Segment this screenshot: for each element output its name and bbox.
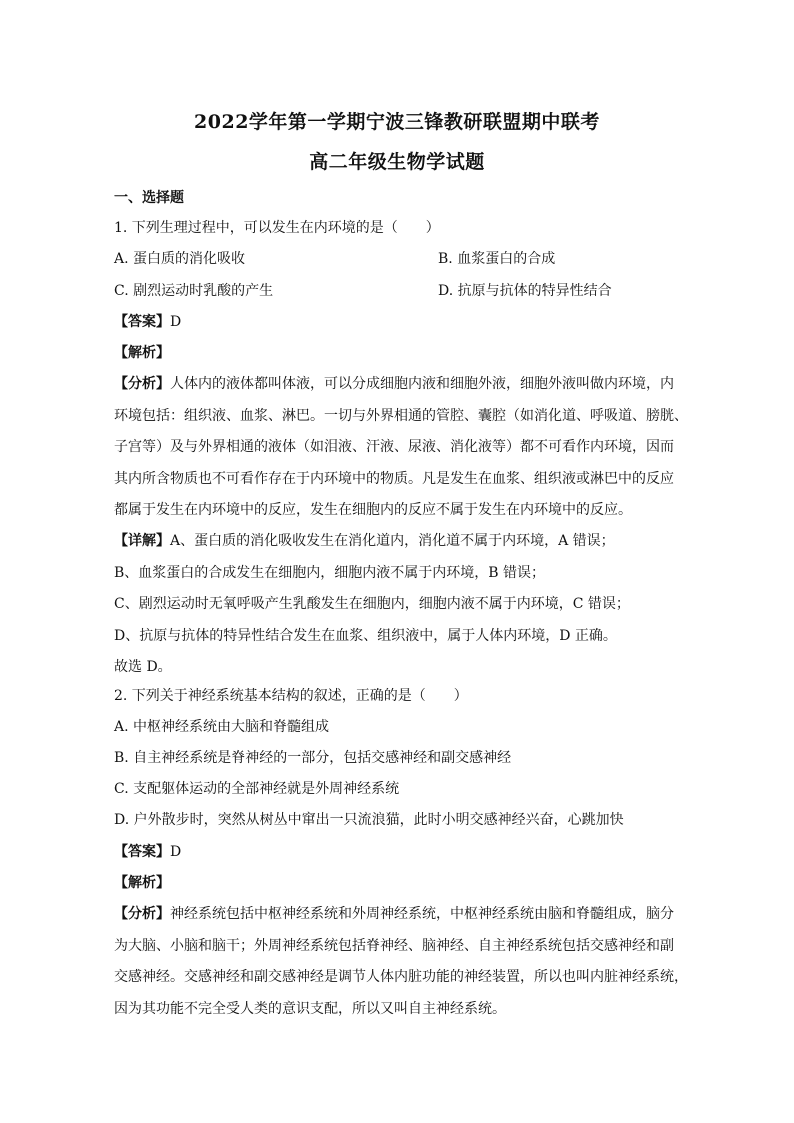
fenxi-line: 子宫等）及与外界相通的液体（如泪液、汗液、尿液、消化液等）都不可看作内环境，因而 [114, 439, 674, 455]
question-1-option-b: B. 血浆蛋白的合成 [438, 251, 556, 267]
question-2-analysis-label: 【解析】 [114, 875, 170, 891]
fenxi-line: 都属于发生在内环境中的反应，发生在细胞内的反应不属于发生在内环境中的反应。 [114, 502, 632, 518]
question-1-xiangjie [114, 531, 682, 689]
xiangjie-line: 故选 D。 [114, 659, 172, 675]
answer-label: 【答案】 [114, 314, 170, 330]
fenxi-line: 交感神经。交感神经和副交感神经是调节人体内脏功能的神经装置，所以也叫内脏神经系统， [114, 969, 688, 985]
question-2-option-a: A. 中枢神经系统由大脑和脊髓组成 [114, 719, 330, 735]
fenxi-line: 【分析】人体内的液体都叫体液，可以分成细胞内液和细胞外液，细胞外液叫做内环境，内 [114, 376, 674, 392]
fenxi-line: 环境包括：组织液、血浆、淋巴。一切与外界相通的管腔、囊腔（如消化道、呼吸道、膀胱、 [114, 407, 688, 424]
answer-value: D [170, 844, 182, 860]
exam-title: 2022学年第一学期宁波三锋教研联盟期中联考 [194, 111, 600, 133]
question-1-option-d: D. 抗原与抗体的特异性结合 [438, 283, 612, 299]
fenxi-label: 【分析】 [114, 376, 170, 392]
fenxi-line: 因为其功能不完全受人类的意识支配，所以又叫自主神经系统。 [114, 1000, 506, 1017]
xiangjie-line: 【详解】A、蛋白质的消化吸收发生在消化道内，消化道不属于内环境，A 错误； [114, 533, 615, 549]
answer-label: 【答案】 [114, 844, 170, 860]
xiangjie-line: D、抗原与抗体的特异性结合发生在血浆、组织液中，属于人体内环境，D 正确。 [114, 627, 617, 644]
xiangjie-line: C、剧烈运动时无氧呼吸产生乳酸发生在细胞内，细胞内液不属于内环境，C 错误； [114, 596, 630, 612]
question-1-fenxi [114, 374, 688, 532]
xiangjie-label: 【详解】 [114, 533, 170, 549]
exam-subtitle: 高二年级生物学试题 [309, 151, 485, 173]
fenxi-line: 为大脑、小脑和脑干；外周神经系统包括脊神经、脑神经、自主神经系统包括交感神经和副 [114, 937, 674, 954]
question-2-fenxi [114, 904, 688, 1030]
question-2-answer [114, 842, 181, 862]
question-1-option-c: C. 剧烈运动时乳酸的产生 [114, 283, 274, 299]
section-heading: 一、选择题 [114, 190, 184, 206]
question-1-answer [114, 312, 181, 332]
question-1-analysis-label: 【解析】 [114, 345, 170, 361]
question-2-option-d: D. 户外散步时，突然从树丛中窜出一只流浪猫，此时小明交感神经兴奋，心跳加快 [114, 812, 624, 828]
fenxi-line: 【分析】神经系统包括中枢神经系统和外周神经系统，中枢神经系统由脑和脊髓组成，脑分 [114, 906, 674, 922]
fenxi-line: 其内所含物质也不可看作存在于内环境中的物质。凡是发生在血浆、组织液或淋巴中的反应 [114, 470, 674, 487]
question-2-stem: 2. 下列关于神经系统基本结构的叙述，正确的是（ ） [114, 688, 468, 704]
answer-value: D [170, 314, 182, 330]
fenxi-label: 【分析】 [114, 906, 170, 922]
question-1-option-a: A. 蛋白质的消化吸收 [114, 251, 246, 267]
question-2-option-b: B. 自主神经系统是脊神经的一部分，包括交感神经和副交感神经 [114, 750, 512, 766]
question-1-stem: 1. 下列生理过程中，可以发生在内环境的是（ ） [114, 220, 440, 236]
xiangjie-line: B、血浆蛋白的合成发生在细胞内，细胞内液不属于内环境，B 错误； [114, 564, 546, 581]
question-2-option-c: C. 支配躯体运动的全部神经就是外周神经系统 [114, 781, 400, 797]
